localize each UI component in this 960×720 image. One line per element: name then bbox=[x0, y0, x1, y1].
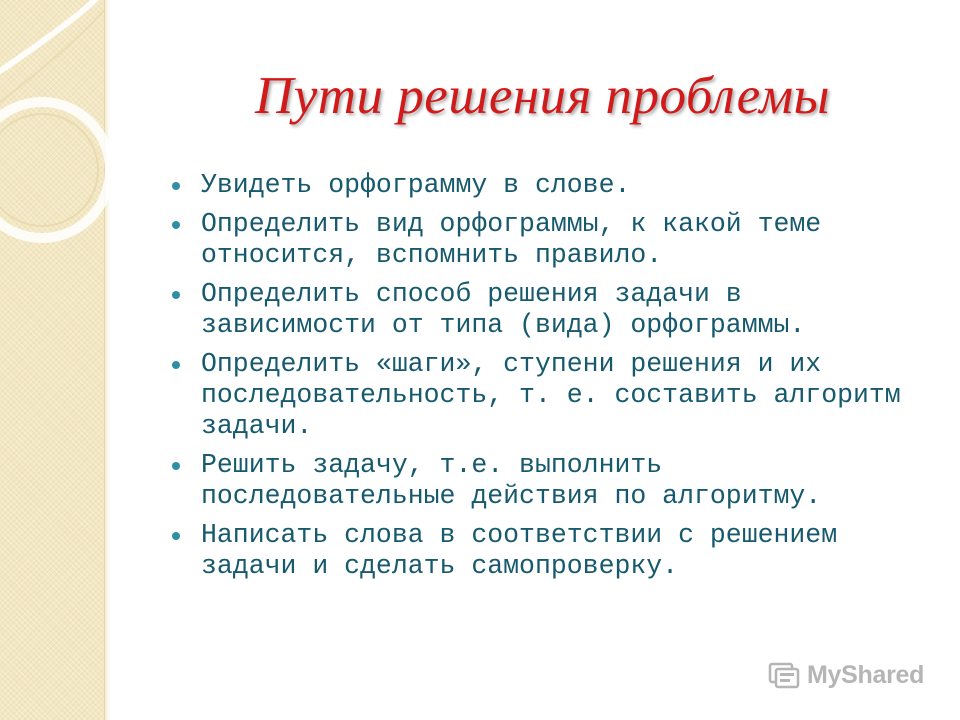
watermark-text: MyShared bbox=[807, 660, 925, 689]
bullet-item bbox=[168, 209, 908, 271]
bullet-item bbox=[168, 170, 908, 201]
bullet-dot-icon bbox=[172, 291, 180, 299]
bullet-dot-icon bbox=[172, 182, 180, 190]
bullet-item bbox=[168, 349, 908, 442]
myshared-watermark bbox=[767, 658, 924, 692]
bullet-dot-icon bbox=[172, 532, 180, 540]
bullet-list bbox=[168, 170, 908, 590]
bullet-text: Определить «шаги», ступени решения и их последовательность, т. е. составить алгоритм задачи. bbox=[201, 349, 901, 441]
bullet-text: Решить задачу, т.е. выполнить последовательные действия по алгоритму. bbox=[201, 450, 822, 511]
slide-title: Пути решения проблемы bbox=[254, 67, 831, 125]
bullet-dot-icon bbox=[172, 221, 180, 229]
bullet-item bbox=[168, 279, 908, 341]
bullet-text: Определить способ решения задачи в зависимости от типа (вида) орфограммы. bbox=[201, 279, 806, 340]
bullet-text: Написать слова в соответствии с решением задачи и сделать самопроверку. bbox=[201, 520, 838, 581]
bullet-dot-icon bbox=[172, 361, 180, 369]
bullet-item bbox=[168, 520, 908, 582]
bullet-text: Увидеть орфограмму в слове. bbox=[201, 170, 631, 200]
bullet-dot-icon bbox=[172, 462, 180, 470]
bullet-text: Определить вид орфограммы, к какой теме относится, вспомнить правило. bbox=[201, 209, 822, 270]
bullet-item bbox=[168, 450, 908, 512]
myshared-logo-icon bbox=[767, 660, 801, 690]
